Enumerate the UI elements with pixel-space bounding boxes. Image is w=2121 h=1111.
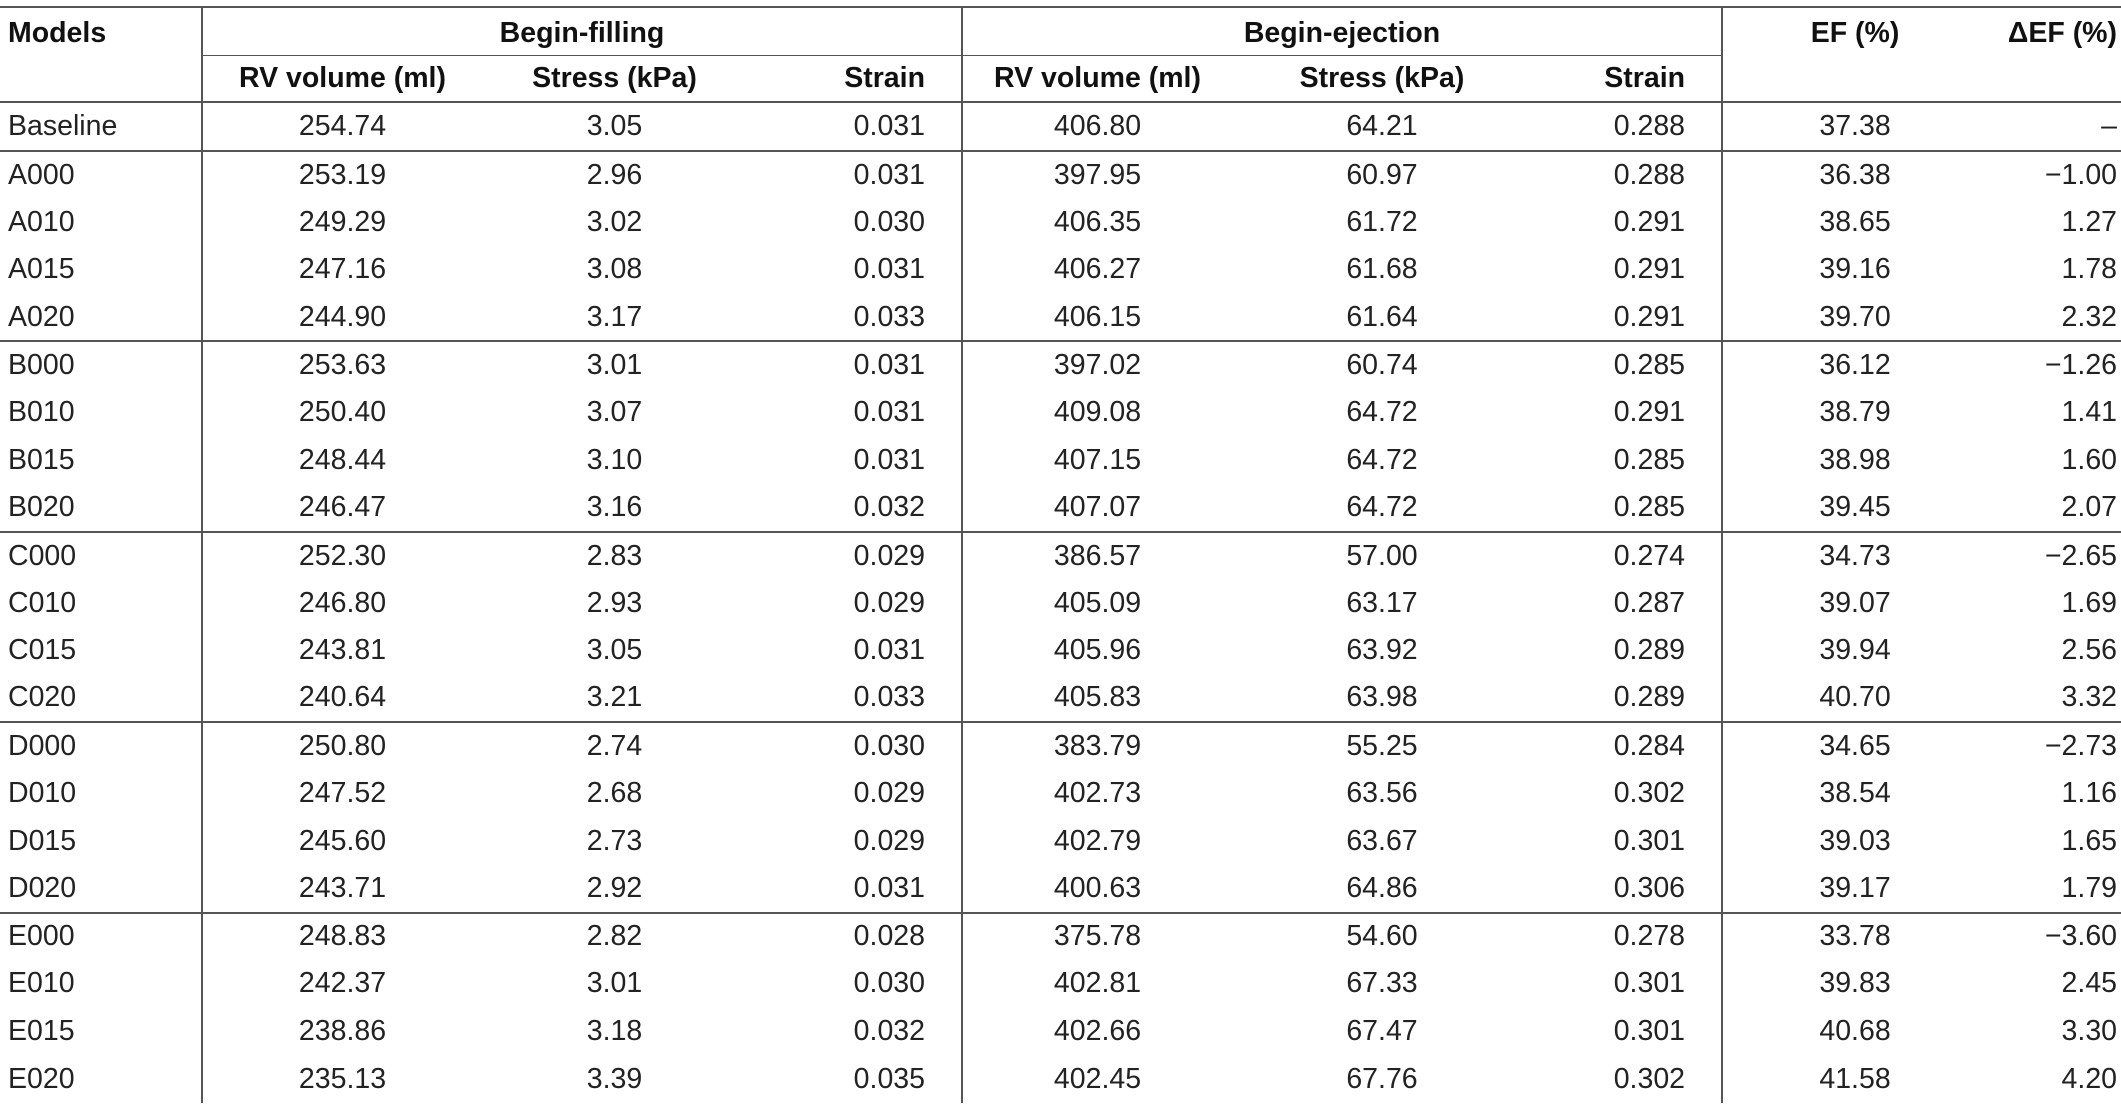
filling-strain-cell: 0.033: [747, 294, 962, 342]
model-cell: D010: [0, 770, 202, 818]
filling-rv-volume-cell: 242.37: [298, 967, 387, 1000]
ejection-rv-volume-cell: 409.08: [1053, 396, 1142, 429]
table-row: [0, 1008, 2121, 1056]
ejection-strain-cell: 0.289: [1532, 675, 1722, 723]
ejection-rv-volume-cell: 402.45: [1053, 1062, 1142, 1095]
filling-strain-cell: 0.033: [747, 675, 962, 723]
ef-header: EF (%): [1722, 7, 1987, 102]
filling-stress-cell: 3.10: [586, 443, 643, 476]
filling-strain-cell: 0.031: [747, 246, 962, 294]
filling-rv-volume-cell: 254.74: [298, 110, 387, 142]
ejection-strain-cell: 0.301: [1532, 1008, 1722, 1056]
filling-stress-cell: 2.74: [482, 722, 747, 770]
filling-stress-cell: 3.16: [586, 490, 643, 523]
ef-cell: 39.70: [1819, 300, 1891, 333]
ef-cell: 39.07: [1819, 586, 1891, 619]
filling-rv-volume-cell: 247.52: [298, 777, 387, 810]
ejection-rv-volume-cell: 407.07: [1053, 490, 1142, 523]
filling-stress-cell: 3.05: [586, 110, 643, 142]
filling-rv-volume-cell: 249.29: [298, 205, 387, 238]
ejection-stress-cell: 64.72: [1346, 490, 1418, 523]
ef-cell: 34.73: [1722, 532, 1987, 580]
ejection-strain-cell: 0.301: [1532, 960, 1722, 1008]
delta-ef-cell: 1.60: [2061, 443, 2118, 476]
ejection-strain-cell: 0.285: [1532, 484, 1722, 532]
delta-ef-header: ΔEF (%): [1987, 7, 2121, 102]
ejection-stress-cell: 60.74: [1232, 341, 1532, 389]
filling-rv-volume-cell: 252.30: [202, 532, 482, 580]
filling-stress-cell: 3.01: [586, 967, 643, 1000]
ejection-rv-volume-cell: 386.57: [962, 532, 1232, 580]
delta-ef-cell: −1.26: [1987, 341, 2121, 389]
filling-rv-volume-cell: 253.19: [202, 151, 482, 199]
model-cell: B010: [0, 389, 202, 437]
filling-stress-cell: 3.08: [586, 253, 643, 286]
delta-ef-cell: 1.41: [2061, 396, 2118, 429]
delta-ef-cell: 1.16: [2061, 777, 2118, 810]
table-row: [0, 817, 2121, 865]
filling-stress-cell: 3.07: [586, 396, 643, 429]
ejection-stress-cell: 64.72: [1346, 396, 1418, 429]
filling-rv-volume-cell: 250.40: [298, 396, 387, 429]
table-row: [0, 722, 2121, 770]
ejection-strain-cell: 0.285: [1532, 437, 1722, 485]
model-cell: C020: [0, 675, 202, 723]
ejection-rv-volume-cell: 406.27: [1053, 253, 1142, 286]
delta-ef-cell: 3.30: [2061, 1014, 2118, 1047]
ejection-stress-cell: 54.60: [1232, 913, 1532, 961]
filling-strain-cell: 0.031: [747, 437, 962, 485]
delta-ef-cell: 2.32: [2061, 300, 2118, 333]
filling-stress-cell: 2.96: [482, 151, 747, 199]
table-row: [0, 484, 2121, 532]
ef-cell: 39.83: [1819, 967, 1891, 1000]
ejection-strain-cell: 0.289: [1532, 627, 1722, 675]
model-cell: A020: [0, 294, 202, 342]
ejection-strain-cell: 0.285: [1532, 341, 1722, 389]
filling-rv-volume-cell: 245.60: [298, 824, 387, 857]
ef-cell: 38.79: [1819, 396, 1891, 429]
filling-strain-cell: 0.032: [747, 1008, 962, 1056]
ef-cell: 33.78: [1722, 913, 1987, 961]
delta-ef-cell: −1.00: [1987, 151, 2121, 199]
model-cell: D015: [0, 817, 202, 865]
results-table-container: [0, 6, 2121, 1103]
filling-stress-cell: 3.01: [482, 341, 747, 389]
results-table: [0, 6, 2121, 1103]
ejection-stress-cell: 61.72: [1346, 205, 1418, 238]
filling-stress-cell: 3.02: [586, 205, 643, 238]
table-row: [0, 913, 2121, 961]
table-row: [0, 294, 2121, 342]
filling-strain-cell: 0.029: [747, 817, 962, 865]
header-row-groups: [0, 7, 2121, 55]
ejection-stress-cell: 63.92: [1346, 634, 1418, 667]
ejection-stress-cell: 60.97: [1232, 151, 1532, 199]
ejection-strain-cell: 0.288: [1532, 151, 1722, 199]
ejection-stress-cell: 63.67: [1346, 824, 1418, 857]
table-row: [0, 246, 2121, 294]
table-row: [0, 627, 2121, 675]
delta-ef-cell: 2.07: [2061, 490, 2118, 523]
model-cell: A010: [0, 199, 202, 247]
filling-strain-cell: 0.031: [747, 151, 962, 199]
filling-stress-cell: 2.92: [586, 871, 643, 904]
ef-cell: 40.68: [1819, 1014, 1891, 1047]
ef-cell: 37.38: [1819, 110, 1891, 142]
table-row: [0, 532, 2121, 580]
strain-header-ejection: Strain: [1532, 55, 1722, 102]
filling-rv-volume-cell: 244.90: [298, 300, 387, 333]
table-row: [0, 960, 2121, 1008]
ejection-strain-cell: 0.302: [1532, 770, 1722, 818]
ejection-stress-cell: 63.56: [1346, 777, 1418, 810]
filling-rv-volume-cell: 250.80: [202, 722, 482, 770]
ejection-stress-cell: 63.98: [1346, 681, 1418, 714]
ejection-rv-volume-cell: 406.15: [1053, 300, 1142, 333]
table-row: [0, 579, 2121, 627]
filling-stress-cell: 2.82: [482, 913, 747, 961]
ejection-strain-cell: 0.291: [1532, 389, 1722, 437]
stress-header-ejection: Stress (kPa): [1232, 55, 1532, 102]
ef-cell: 39.94: [1819, 634, 1891, 667]
ejection-strain-cell: 0.301: [1532, 817, 1722, 865]
delta-ef-cell: 1.69: [2061, 586, 2118, 619]
model-cell: E020: [0, 1055, 202, 1103]
strain-header-filling: Strain: [747, 55, 962, 102]
filling-rv-volume-cell: 247.16: [298, 253, 387, 286]
model-cell: D020: [0, 865, 202, 913]
ejection-rv-volume-cell: 383.79: [962, 722, 1232, 770]
delta-ef-cell: 1.27: [2061, 205, 2118, 238]
filling-stress-cell: 3.21: [586, 681, 643, 714]
ef-cell: 34.65: [1722, 722, 1987, 770]
ejection-stress-cell: 64.21: [1346, 110, 1418, 142]
table-row: [0, 151, 2121, 199]
ef-cell: 36.38: [1722, 151, 1987, 199]
filling-stress-cell: 3.17: [586, 300, 643, 333]
ejection-stress-cell: 67.76: [1346, 1062, 1418, 1095]
filling-strain-cell: 0.031: [747, 102, 962, 151]
ejection-strain-cell: 0.284: [1532, 722, 1722, 770]
table-row: [0, 389, 2121, 437]
ejection-rv-volume-cell: 375.78: [962, 913, 1232, 961]
delta-ef-cell: −2.73: [1987, 722, 2121, 770]
table-row: [0, 1055, 2121, 1103]
ef-cell: 38.65: [1819, 205, 1891, 238]
model-cell: B015: [0, 437, 202, 485]
ejection-strain-cell: 0.288: [1532, 102, 1722, 151]
ef-cell: 39.17: [1819, 871, 1891, 904]
delta-ef-cell: 1.79: [2061, 871, 2118, 904]
ef-cell: 39.16: [1819, 253, 1891, 286]
model-cell: C015: [0, 627, 202, 675]
filling-rv-volume-cell: 248.44: [298, 443, 387, 476]
filling-strain-cell: 0.035: [747, 1055, 962, 1103]
delta-ef-cell: 3.32: [2061, 681, 2118, 714]
table-row: [0, 341, 2121, 389]
ejection-stress-cell: 57.00: [1232, 532, 1532, 580]
filling-stress-cell: 2.73: [586, 824, 643, 857]
filling-strain-cell: 0.030: [747, 199, 962, 247]
ejection-rv-volume-cell: 405.09: [1053, 586, 1142, 619]
table-row: [0, 770, 2121, 818]
model-cell: C010: [0, 579, 202, 627]
filling-strain-cell: 0.031: [747, 865, 962, 913]
filling-strain-cell: 0.028: [747, 913, 962, 961]
ef-cell: 39.45: [1819, 490, 1891, 523]
ejection-rv-volume-cell: 406.35: [1053, 205, 1142, 238]
table-row: [0, 865, 2121, 913]
model-cell: B000: [0, 341, 202, 389]
model-cell: B020: [0, 484, 202, 532]
ejection-strain-cell: 0.291: [1532, 294, 1722, 342]
ejection-stress-cell: 63.17: [1346, 586, 1418, 619]
delta-ef-cell: 2.56: [2061, 634, 2118, 667]
filling-strain-cell: 0.031: [747, 389, 962, 437]
ejection-rv-volume-cell: 402.81: [1053, 967, 1142, 1000]
ejection-stress-cell: 67.47: [1346, 1014, 1418, 1047]
table-row: [0, 102, 2121, 151]
model-cell: D000: [0, 722, 202, 770]
filling-rv-volume-cell: 240.64: [298, 681, 387, 714]
filling-rv-volume-cell: 246.80: [298, 586, 387, 619]
rv-volume-header-ejection: RV volume (ml): [962, 55, 1232, 102]
table-row: [0, 675, 2121, 723]
table-body: [0, 102, 2121, 1103]
filling-stress-cell: 3.18: [586, 1014, 643, 1047]
model-cell: E000: [0, 913, 202, 961]
model-cell: A015: [0, 246, 202, 294]
filling-rv-volume-cell: 246.47: [298, 490, 387, 523]
filling-rv-volume-cell: 243.81: [298, 634, 387, 667]
filling-stress-cell: 2.68: [586, 777, 643, 810]
filling-rv-volume-cell: 248.83: [202, 913, 482, 961]
ejection-rv-volume-cell: 405.96: [1053, 634, 1142, 667]
ejection-strain-cell: 0.291: [1532, 246, 1722, 294]
filling-stress-cell: 2.83: [482, 532, 747, 580]
filling-rv-volume-cell: 253.63: [202, 341, 482, 389]
ejection-rv-volume-cell: 402.73: [1053, 777, 1142, 810]
begin-filling-header: Begin-filling: [202, 7, 962, 55]
delta-ef-cell: 1.65: [2061, 824, 2118, 857]
ejection-rv-volume-cell: 400.63: [1053, 871, 1142, 904]
ejection-stress-cell: 67.33: [1346, 967, 1418, 1000]
models-header: Models: [0, 7, 202, 102]
delta-ef-cell: 2.45: [2061, 967, 2118, 1000]
filling-strain-cell: 0.029: [747, 532, 962, 580]
ejection-rv-volume-cell: 407.15: [1053, 443, 1142, 476]
ejection-strain-cell: 0.278: [1532, 913, 1722, 961]
ejection-stress-cell: 64.86: [1346, 871, 1418, 904]
model-cell: Baseline: [0, 102, 202, 151]
filling-strain-cell: 0.029: [747, 770, 962, 818]
ejection-strain-cell: 0.274: [1532, 532, 1722, 580]
ejection-strain-cell: 0.302: [1532, 1055, 1722, 1103]
filling-rv-volume-cell: 235.13: [298, 1062, 387, 1095]
ejection-rv-volume-cell: 397.95: [962, 151, 1232, 199]
ejection-rv-volume-cell: 402.66: [1053, 1014, 1142, 1047]
table-row: [0, 437, 2121, 485]
ejection-strain-cell: 0.291: [1532, 199, 1722, 247]
ejection-rv-volume-cell: 405.83: [1053, 681, 1142, 714]
delta-ef-cell: 1.78: [2061, 253, 2118, 286]
filling-strain-cell: 0.032: [747, 484, 962, 532]
delta-ef-cell: 4.20: [2061, 1062, 2118, 1095]
model-cell: C000: [0, 532, 202, 580]
ejection-strain-cell: 0.287: [1532, 579, 1722, 627]
ejection-strain-cell: 0.306: [1532, 865, 1722, 913]
ejection-rv-volume-cell: 397.02: [962, 341, 1232, 389]
ef-cell: 38.98: [1819, 443, 1891, 476]
filling-stress-cell: 3.05: [586, 634, 643, 667]
model-cell: E015: [0, 1008, 202, 1056]
ef-cell: 38.54: [1819, 777, 1891, 810]
ejection-stress-cell: 61.64: [1346, 300, 1418, 333]
ejection-stress-cell: 64.72: [1346, 443, 1418, 476]
filling-strain-cell: 0.030: [747, 960, 962, 1008]
delta-ef-cell: –: [2101, 110, 2118, 142]
table-row: [0, 199, 2121, 247]
delta-ef-cell: −3.60: [1987, 913, 2121, 961]
ejection-rv-volume-cell: 406.80: [1053, 110, 1142, 142]
rv-volume-header-filling: RV volume (ml): [202, 55, 482, 102]
filling-strain-cell: 0.030: [747, 722, 962, 770]
ejection-stress-cell: 55.25: [1232, 722, 1532, 770]
filling-stress-cell: 2.93: [586, 586, 643, 619]
model-cell: A000: [0, 151, 202, 199]
filling-rv-volume-cell: 238.86: [298, 1014, 387, 1047]
ef-cell: 36.12: [1722, 341, 1987, 389]
ejection-stress-cell: 61.68: [1346, 253, 1418, 286]
filling-rv-volume-cell: 243.71: [298, 871, 387, 904]
begin-ejection-header: Begin-ejection: [962, 7, 1722, 55]
filling-strain-cell: 0.031: [747, 627, 962, 675]
filling-strain-cell: 0.031: [747, 341, 962, 389]
ejection-rv-volume-cell: 402.79: [1053, 824, 1142, 857]
ef-cell: 39.03: [1819, 824, 1891, 857]
model-cell: E010: [0, 960, 202, 1008]
filling-stress-cell: 3.39: [586, 1062, 643, 1095]
ef-cell: 40.70: [1819, 681, 1891, 714]
stress-header-filling: Stress (kPa): [482, 55, 747, 102]
ef-cell: 41.58: [1819, 1062, 1891, 1095]
filling-strain-cell: 0.029: [747, 579, 962, 627]
delta-ef-cell: −2.65: [1987, 532, 2121, 580]
